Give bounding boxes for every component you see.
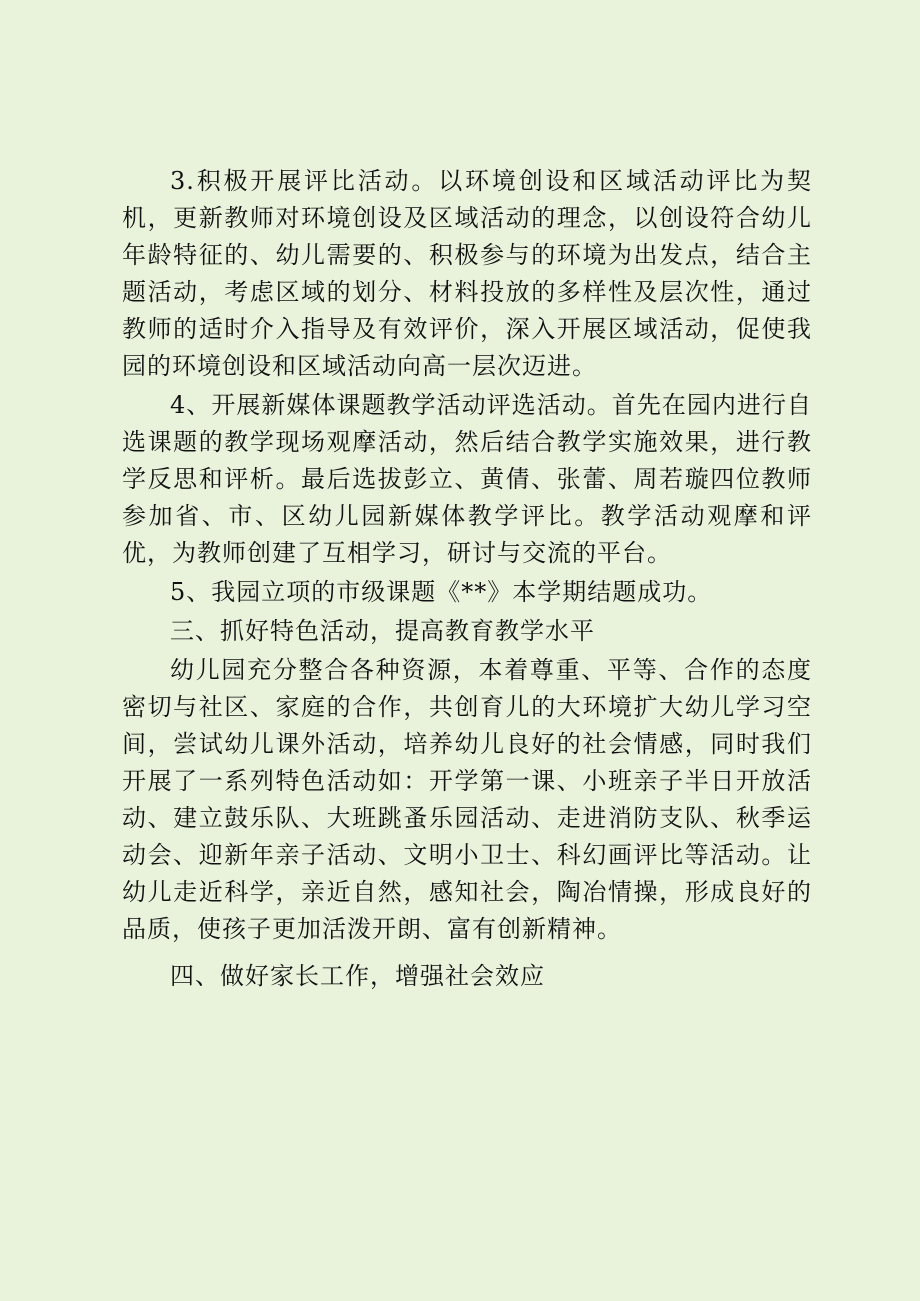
paragraph-evaluation-activities: 3.积极开展评比活动。以环境创设和区域活动评比为契机，更新教师对环境创设及区域活动的理念，以创设符合幼儿年龄特征的、幼儿需要的、积极参与的环境为出发点，结合主题活动，考虑区域的划分、材料投放的多样性及层次性，通过教师的适时介入指导及有效评价，深入开展区域活动，促使我园的环境创设和区域活动向高一层次迈进。	[122, 167, 812, 380]
section-heading-special-activities: 三、抓好特色活动，提高教育教学水平	[170, 617, 595, 645]
paragraph-special-activities: 幼儿园充分整合各种资源，本着尊重、平等、合作的态度密切与社区、家庭的合作，共创育儿的大环境扩大幼儿学习空间，尝试幼儿课外活动，培养幼儿良好的社会情感，同时我们开展了一系列特色活动如：开学第一课、小班亲子半日开放活动、建立鼓乐队、大班跳蚤乐园活动、走进消防支队、秋季运动会、迎新年亲子活动、文明小卫士、科幻画评比等活动。让幼儿走近科学，亲近自然，感知社会，陶冶情操，形成良好的品质，使孩子更加活泼开朗、富有创新精神。	[122, 656, 812, 943]
paragraph-research-project: 5、我园立项的市级课题《**》本学期结题成功。	[170, 578, 713, 606]
section-heading-parent-work: 四、做好家长工作，增强社会效应	[170, 962, 545, 990]
document-page	[122, 163, 812, 995]
paragraph-new-media-teaching: 4、开展新媒体课题教学活动评选活动。首先在园内进行自选课题的教学现场观摩活动，然后结合教学实施效果，进行教学反思和评析。最后选拔彭立、黄倩、张蕾、周若璇四位教师参加省、市、区幼儿园新媒体教学评比。教学活动观摩和评优，为教师创建了互相学习，研讨与交流的平台。	[122, 391, 812, 567]
